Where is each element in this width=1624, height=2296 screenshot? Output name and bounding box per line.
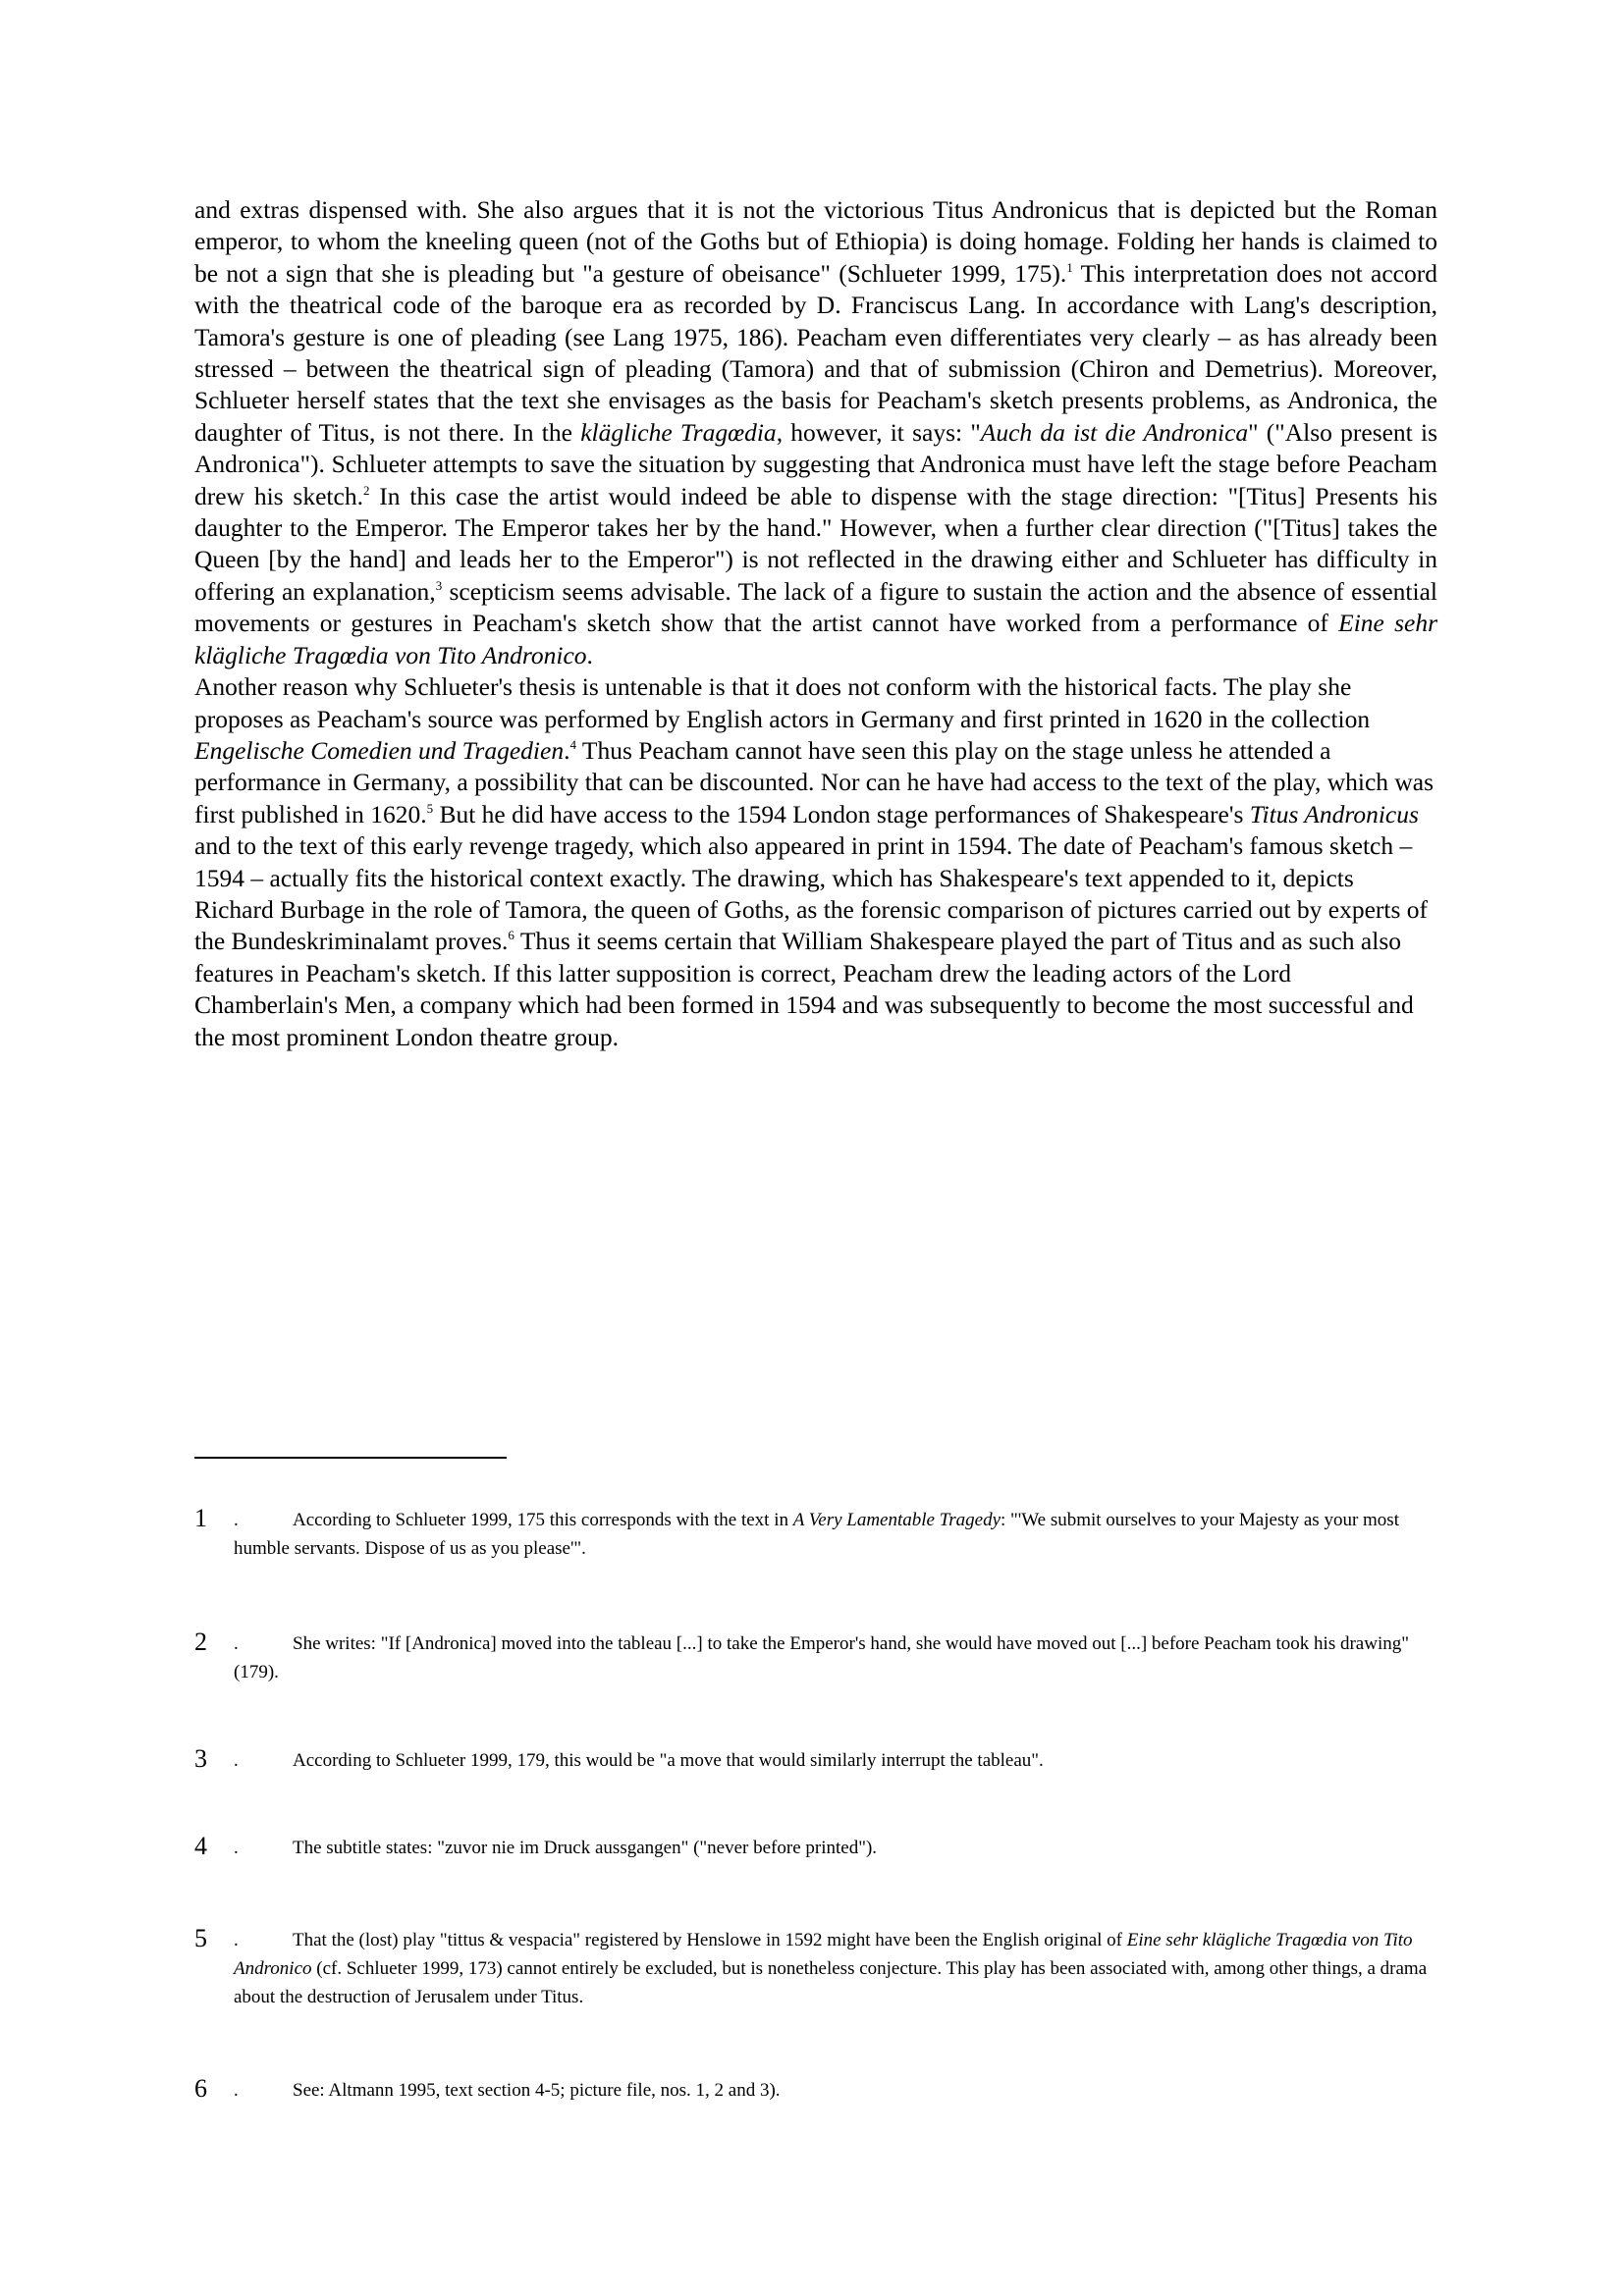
text-run: See: Altmann 1995, text section 4-5; picture file, nos. 1, 2 and 3). — [293, 2080, 781, 2101]
footnote-text — [234, 1629, 1437, 1686]
text-run: But he did have access to the 1594 London stage performances of Shakespeare's — [433, 799, 1250, 828]
footnote-number: 3 — [194, 1744, 207, 1773]
footnote-marker-2[interactable]: 2 — [362, 482, 370, 498]
footnote-number: 1 — [194, 1504, 207, 1532]
text-run: She writes: "If [Andronica] moved into the tableau [...] to take the Emperor's hand, she would have moved out [...] before Peacham took his drawing" (179). — [234, 1633, 1409, 1682]
italic-quote: Auch da ist die Andronica — [980, 417, 1249, 447]
footnote-dot: . — [234, 1510, 239, 1530]
text-run: " ("Also present is Andronica"). Schlueter attempts to save the situation by suggesting that Andronica must have left the stage before Peacham drew his sketch. — [194, 417, 1438, 510]
footnote-dot: . — [234, 1930, 239, 1950]
footnote-3 — [194, 1746, 1437, 1775]
text-run: Another reason why Schlueter's thesis is untenable is that it does not conform with the historical facts. The play she proposes as Peacham's source was performed by English actors in Germany and first printed in 1620 in the collection — [194, 672, 1371, 733]
footnote-number: 6 — [194, 2074, 207, 2103]
text-run: scepticism seems advisable. The lack of a figure to sustain the action and the absence of essential movements or gestures in Peacham's sketch show that the artist cannot have worked from a performance of — [194, 576, 1437, 638]
footnote-dot: . — [234, 1750, 239, 1771]
footnote-number: 2 — [194, 1628, 207, 1656]
paragraph-2 — [194, 671, 1437, 1053]
text-run: Thus it seems certain that William Shakespeare played the part of Titus and as such also features in Peacham's sketch. If this latter supposition is correct, Peacham drew the leading actors of the Lord Chamberlain's Men, a company which had been formed in 1594 and was subsequently to become the most successful and the most prominent London theatre group. — [194, 927, 1414, 1051]
text-run: and extras dispensed with. She also argues that it is not the victorious Titus Andronicus that is depicted but the Roman emperor, to whom the kneeling queen (not of the Goths but of Ethiopia) is doing homage. Folding her hands is claimed to be not a sign that she is pleading but "a gesture of obeisance" (Schlueter 1999, 175). — [194, 195, 1437, 288]
main-text — [194, 194, 1437, 1053]
text-run: According to Schlueter 1999, 179, this would be "a move that would similarly interrupt the tableau". — [293, 1750, 1044, 1771]
text-run: . — [564, 735, 570, 765]
italic-title: A Very Lamentable Tragedy — [792, 1510, 1001, 1530]
footnote-marker-1[interactable]: 1 — [1066, 259, 1073, 275]
text-run: . — [586, 640, 593, 669]
footnote-separator — [194, 1457, 507, 1459]
footnote-marker-3[interactable]: 3 — [435, 577, 443, 593]
text-run: This interpretation does not accord with the theatrical code of the baroque era as recorded by D. Franciscus Lang. In accordance with Lang's description, Tamora's gesture is one of pleading (see Lang 1975, 186). Peacham even differentiates very clearly – as has already been stressed – between the theatrical sign of pleading (Tamora) and that of submission (Chiron and Demetrius). Moreover, Schlueter herself states that the text she envisages as the basis for Peacham's sketch presents problems, as Andronica, the daughter of Titus, is not there. In the — [194, 258, 1437, 447]
footnote-text — [234, 1926, 1437, 2011]
italic-title: Eine sehr klägliche Tragœdia von Tito Andronico — [234, 1930, 1413, 1979]
footnote-4 — [194, 1834, 1437, 1862]
paragraph-1 — [194, 194, 1437, 671]
text-run: In this case the artist would indeed be able to dispense with the stage direction: "[Titus] Presents his daughter to the Emperor. The Emperor takes her by the hand." However, when a further clear direction ("[Titus] takes the Queen [by the hand] and leads her to the Emperor") is not reflected in the drawing either and Schlueter has difficulty in offering an explanation, — [194, 481, 1437, 606]
text-run: That the (lost) play "tittus & vespacia" registered by Henslowe in 1592 might have been the English original of — [293, 1930, 1127, 1950]
footnote-number: 4 — [194, 1832, 207, 1860]
text-run: (cf. Schlueter 1999, 173) cannot entirely be excluded, but is nonetheless conjecture. This play has been associated with, among other things, a drama about the destruction of Jerusalem under Titus. — [234, 1958, 1428, 2007]
footnote-text — [234, 1746, 1437, 1775]
italic-title: Titus Andronicus — [1249, 799, 1419, 828]
footnote-marker-6[interactable]: 6 — [508, 928, 514, 943]
text-run: , however, it says: " — [776, 417, 981, 447]
text-run: and to the text of this early revenge tragedy, which also appeared in print in 1594. The date of Peacham's famous sketch – 1594 – actually fits the historical context exactly. The drawing, which has Shakespeare's text appended to it, depicts Richard Burbage in the role of Tamora, the queen of Goths, as the forensic comparison of pictures carried out by experts of the Bundeskriminalamt proves. — [194, 831, 1429, 956]
italic-title: Engelische Comedien und Tragedien — [194, 735, 565, 765]
footnote-dot: . — [234, 1838, 239, 1858]
footnote-1 — [194, 1506, 1437, 1563]
text-run: According to Schlueter 1999, 175 this corresponds with the text in — [293, 1510, 793, 1530]
footnote-marker-5[interactable]: 5 — [426, 800, 434, 816]
footnote-text — [234, 1506, 1437, 1563]
footnote-dot: . — [234, 2080, 239, 2101]
footnote-text — [234, 1834, 1437, 1862]
footnote-dot: . — [234, 1633, 239, 1654]
footnote-text — [234, 2076, 1437, 2105]
text-run: Thus Peacham cannot have seen this play on the stage unless he attended a performance in Germany, a possibility that can be discounted. Nor can he have had access to the text of the play, which was first published in 1620. — [194, 735, 1435, 828]
footnote-number: 5 — [194, 1924, 207, 1952]
text-run: The subtitle states: "zuvor nie im Druck aussgangen" ("never before printed"). — [293, 1838, 878, 1858]
italic-title: klägliche Tragœdia — [580, 417, 777, 447]
text-run: : "'We submit ourselves to your Majesty as your most humble servants. Dispose of us as you please'". — [234, 1510, 1399, 1559]
footnote-5 — [194, 1926, 1437, 2011]
footnote-2 — [194, 1629, 1437, 1686]
italic-title: Eine sehr klägliche Tragœdia von Tito Andronico — [194, 609, 1437, 669]
footnote-6 — [194, 2076, 1437, 2105]
footnote-marker-4[interactable]: 4 — [569, 736, 576, 752]
